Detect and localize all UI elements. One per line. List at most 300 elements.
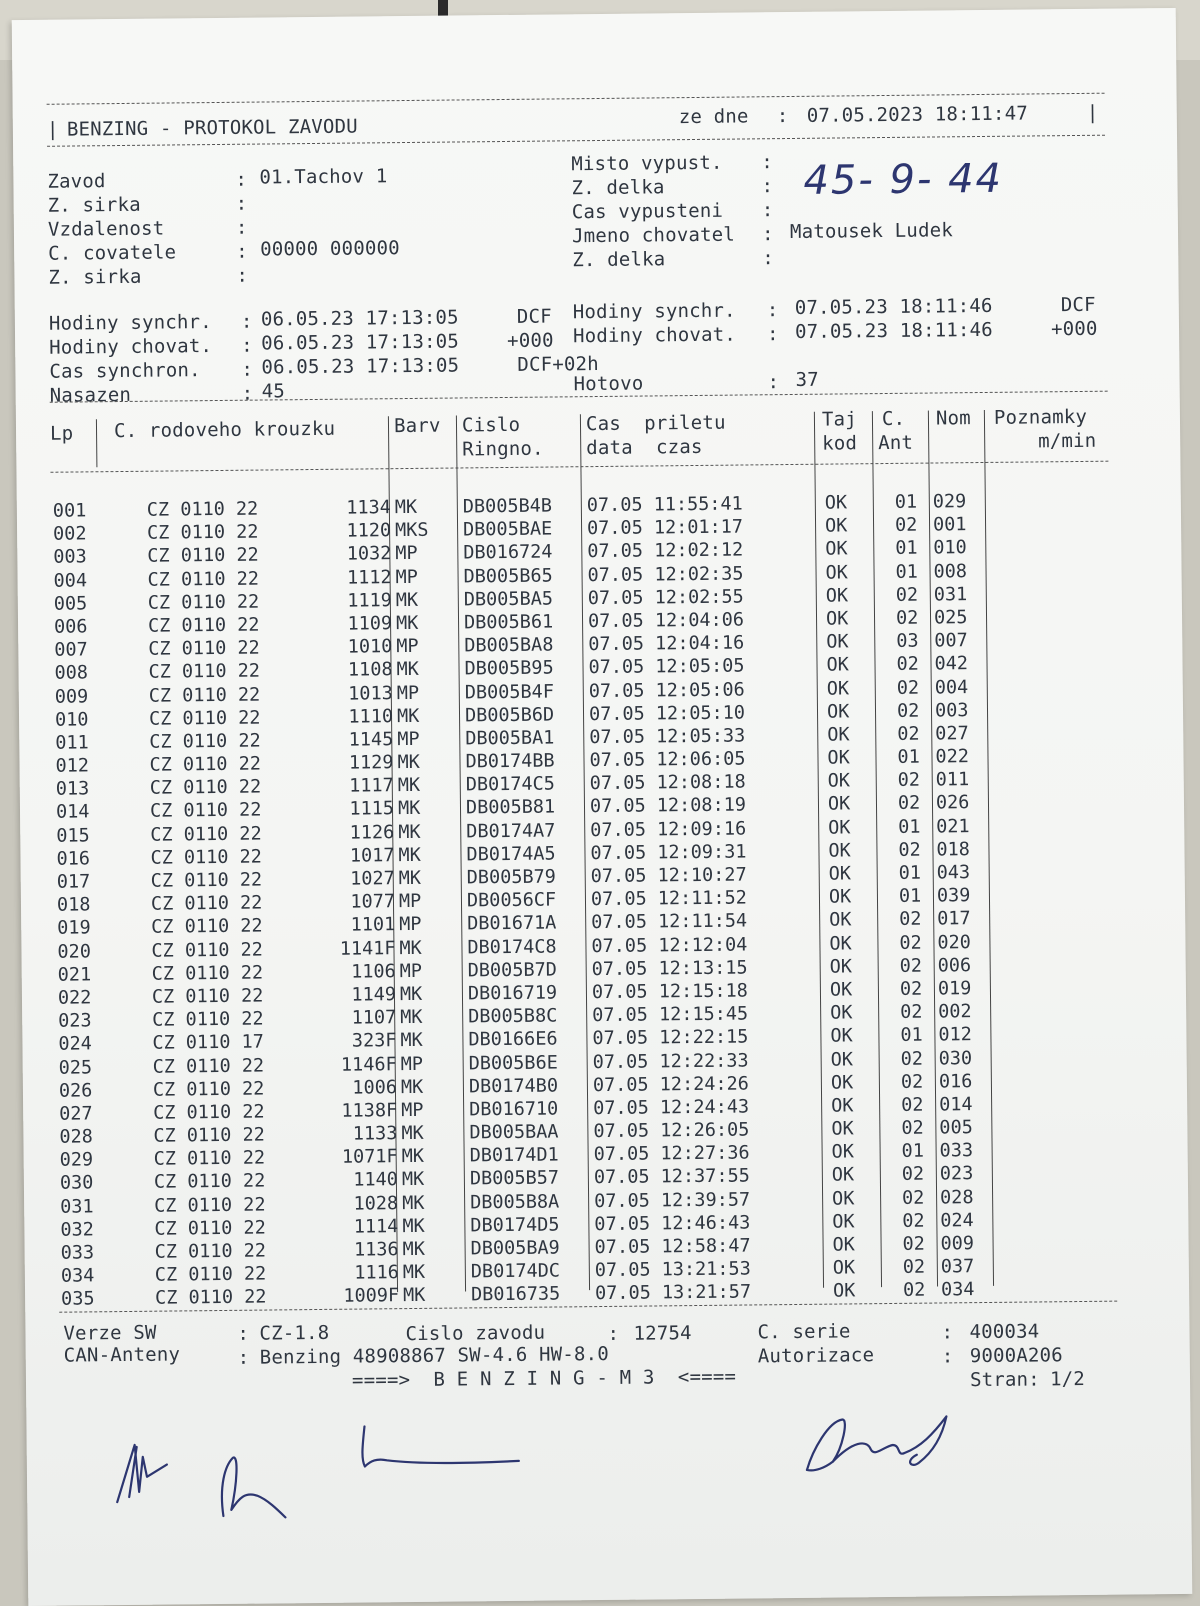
cell-ringno: DB0174D5 [470,1214,560,1237]
cell-nom: 027 [935,723,969,745]
cell-kod: OK [829,909,852,932]
sync-suffix: DCF+02h [517,353,599,376]
sync-value: 06.05.23 17:13:05 [260,306,459,331]
cell-ant: 02 [897,769,921,792]
cell-lp: 009 [54,685,89,708]
cell-barv: MK [402,1262,426,1284]
cell-barv: MP [399,914,422,936]
cell-kod: OK [826,631,849,653]
col-poznamky: Poznamky [993,405,1088,429]
cell-ring: CZ 0110 22 [147,568,260,591]
header-left-bar: | [46,118,59,141]
cell-nom: 033 [939,1140,974,1162]
cell-lp: 008 [54,662,89,685]
cell-ant: 01 [897,746,920,768]
cell-ring-number: 1028 [353,1192,399,1215]
cell-barv: MP [395,566,418,588]
document-title: BENZING - PROTOKOL ZAVODU [66,115,358,141]
cell-kod: OK [828,886,852,908]
cell-lp: 022 [57,987,92,1009]
cell-ring: CZ 0110 22 [149,776,262,799]
cell-ring: CZ 0110 22 [148,684,261,707]
cell-barv: MP [399,960,423,982]
footer-can-label: CAN-Anteny [63,1343,181,1367]
cell-ring: CZ 0110 22 [151,985,264,1008]
info-value-zavod: 01.Tachov 1 [259,165,388,189]
cell-nom: 014 [939,1094,973,1116]
cell-barv: MK [401,1146,425,1168]
sync-label: Nasazen [49,383,132,407]
cell-ring: CZ 0110 22 [150,823,262,846]
cell-cas: 07.05 12:24:43 [593,1096,750,1119]
cell-ring: CZ 0110 22 [148,707,261,730]
footer-stran-label: Stran: [969,1368,1040,1392]
cell-ringno: DB005BA8 [464,634,554,657]
cell-nom: 023 [939,1163,974,1185]
signature-left [106,1403,527,1547]
cell-nom: 037 [940,1256,975,1278]
footer-serie-value: 400034 [969,1320,1040,1344]
cell-ant: 02 [896,700,920,722]
cell-barv: MK [396,659,419,681]
cell-ring-number: 1119 [347,589,392,612]
cell-kod: OK [830,1072,854,1094]
cell-barv: MK [399,983,423,1006]
cell-ant: 02 [899,909,922,931]
cell-lp: 025 [58,1056,93,1079]
col-taj: Taj [821,408,857,431]
cell-ring-number: 1126 [349,821,395,844]
cell-ring: CZ 0110 22 [150,869,263,892]
cell-nom: 002 [938,1001,972,1023]
cell-nom: 010 [933,537,967,559]
cell-ringno: DB005B57 [469,1167,560,1190]
cell-kod: OK [825,608,849,630]
signature-right [792,1400,973,1492]
cell-ring-number: 1010 [347,636,393,658]
cell-cas: 07.05 12:04:16 [588,632,745,656]
cell-cas: 07.05 12:05:06 [588,678,745,702]
cell-ant: 01 [901,1140,925,1163]
info-colon: : [761,175,774,198]
sync-value: 06.05.23 17:13:05 [261,354,460,379]
info-colon: : [235,168,248,191]
cell-nom: 011 [935,769,970,791]
cell-ant: 01 [898,816,921,838]
cell-cas: 07.05 12:22:15 [592,1026,749,1050]
cell-ring-number: 1109 [347,613,393,635]
sync-colon: : [241,334,253,357]
cell-ring: CZ 0110 17 [152,1031,264,1055]
sync-suffix: +000 [1050,317,1098,341]
cell-cas: 07.05 12:05:05 [588,655,745,679]
cell-ant: 02 [899,932,922,954]
cell-nom: 043 [936,862,971,884]
cell-ringno: DB005B4B [462,495,553,518]
cell-cas: 07.05 12:06:05 [589,748,746,772]
cell-ring-number: 1133 [352,1123,398,1145]
cell-ringno: DB005B79 [466,866,556,889]
cell-ringno: DB005B8A [470,1191,560,1214]
cell-cas: 07.05 12:02:35 [587,563,744,586]
cell-lp: 011 [55,732,89,754]
cell-nom: 008 [933,560,968,583]
cell-ring: CZ 0110 22 [153,1124,265,1147]
footer-verze-value: CZ-1.8 [259,1321,330,1345]
cell-cas: 07.05 12:26:05 [593,1119,750,1143]
cell-ring: CZ 0110 22 [153,1147,266,1170]
cell-ring-number: 1013 [348,682,393,705]
cell-cas: 07.05 11:55:41 [586,493,743,517]
cell-kod: OK [824,492,848,514]
cell-barv: MK [398,867,422,890]
cell-lp: 014 [55,801,90,824]
footer-serie-label: C. serie [757,1320,851,1344]
cell-lp: 001 [52,500,87,522]
cell-ring-number: 1112 [346,566,392,589]
footer-autor-value: 9000A206 [969,1344,1064,1368]
cell-cas: 07.05 12:46:43 [594,1212,751,1235]
cell-kod: OK [832,1188,855,1210]
cell-ant: 02 [899,978,923,1000]
cell-ant: 01 [898,885,922,908]
cell-cas: 07.05 12:22:33 [592,1049,749,1073]
cell-ringno: DB005B7D [467,959,557,982]
date-colon: : [776,105,789,128]
cell-cas: 07.05 12:11:52 [590,887,748,911]
sync-colon: : [766,323,779,346]
cell-kod: OK [827,793,851,816]
cell-barv: MK [402,1285,426,1307]
cell-ringno: DB016735 [470,1283,561,1306]
cell-ant: 02 [896,653,919,676]
results-table [49,488,1137,1311]
cell-ring: CZ 0110 22 [154,1194,266,1217]
cell-nom: 018 [936,838,970,861]
cell-nom: 022 [935,746,970,768]
cell-kod: OK [832,1234,855,1256]
footer-colon: : [941,1345,954,1368]
cell-cas: 07.05 12:15:18 [591,980,748,1004]
cell-ring-number: 1141F [339,937,396,960]
footer-stran-value: 1/2 [1049,1367,1086,1391]
cell-ring-number: 1117 [349,775,394,797]
cell-ring-number: 1017 [349,844,395,867]
footer-colon: : [237,1346,250,1369]
cell-ring-number: 1120 [346,520,392,542]
info-colon: : [762,247,775,270]
cell-barv: MP [401,1099,424,1121]
cell-nom: 019 [937,978,972,1000]
cell-cas: 07.05 12:15:45 [592,1003,749,1027]
cell-lp: 017 [56,871,91,893]
cell-ring: CZ 0110 22 [147,521,259,544]
cell-ant: 02 [901,1094,924,1116]
cell-ringno: DB005BA1 [465,727,555,750]
info-colon: : [761,151,774,174]
cell-lp: 019 [57,917,91,940]
cell-ring: CZ 0110 22 [154,1217,266,1240]
info-label-cas-vypusteni: Cas vypusteni [571,199,724,224]
cell-ring-number: 1006 [352,1076,398,1099]
cell-nom: 001 [932,514,967,536]
sync-value: 07.05.23 18:11:46 [794,318,994,343]
cell-nom: 024 [940,1209,974,1232]
cell-ant: 02 [900,1048,924,1070]
cell-nom: 026 [935,792,970,814]
col-barv: Barv [393,414,441,438]
cell-ant: 02 [902,1233,925,1255]
cell-ant: 02 [900,1071,924,1093]
cell-ring-number: 1027 [350,868,395,890]
cell-nom: 021 [936,815,970,838]
info-label-misto: Misto vypust. [571,151,723,176]
cell-ring-number: 1138F [341,1100,398,1122]
info-label-sirka: Z. sirka [47,193,141,217]
cell-ant: 02 [901,1164,925,1186]
cell-ring-number: 1110 [348,705,394,728]
cell-ring: CZ 0110 22 [150,892,263,915]
sync-suffix: DCF [516,305,552,328]
sync-colon: : [767,371,780,394]
cell-kod: OK [828,840,851,862]
cell-kod: OK [825,538,848,561]
cell-ringno: DB005BA5 [463,588,554,611]
cell-ringno: DB005B6E [468,1051,558,1074]
cell-nom: 034 [940,1279,975,1301]
info-colon: : [761,199,774,222]
cell-ring-number: 1134 [346,497,391,519]
cell-barv: MP [396,682,420,704]
cell-ring-number: 1129 [348,752,394,774]
cell-ringno: DB0174DC [470,1260,561,1283]
cell-barv: MK [401,1122,424,1145]
cell-kod: OK [830,1002,853,1024]
info-label-covatele: C. covatele [48,241,177,265]
cell-ring: CZ 0110 22 [152,1008,264,1031]
cell-ant: 01 [900,1024,923,1047]
cell-ringno: DB005B65 [463,565,553,587]
cell-lp: 006 [53,616,88,638]
col-mmin: m/min [1038,429,1097,453]
cell-nom: 039 [936,885,971,907]
cell-barv: MK [397,775,421,797]
cell-lp: 028 [59,1126,93,1148]
sync-colon: : [241,358,254,381]
cell-ringno: DB016724 [463,541,553,564]
info-value-covatele: 00000 000000 [260,237,400,261]
footer-colon: : [237,1322,250,1345]
cell-lp: 032 [60,1219,94,1241]
cell-ringno: DB016719 [467,982,558,1005]
col-cislo: Cislo [461,413,521,437]
cell-cas: 07.05 12:13:15 [591,957,748,980]
cell-ring-number: 1106 [351,960,396,983]
info-label-delka: Z. delka [571,176,665,200]
cell-ring-number: 1136 [353,1239,399,1261]
cell-ring: CZ 0110 22 [151,962,264,985]
cell-ring: CZ 0110 22 [148,660,261,684]
cell-ringno: DB005BA9 [470,1237,560,1260]
cell-cas: 07.05 13:21:53 [594,1258,751,1282]
cell-nom: 007 [934,630,968,652]
cell-lp: 012 [55,755,90,777]
cell-lp: 018 [56,894,91,916]
cell-barv: MP [396,636,419,658]
col-cas: Cas priletu [585,411,726,436]
cell-ringno: DB0174A7 [466,820,556,843]
sync-label: Hodiny synchr. [48,311,212,335]
cell-kod: OK [832,1280,856,1302]
cell-ringno: DB005B8C [468,1005,558,1028]
cell-ring: CZ 0110 22 [147,591,260,614]
cell-barv: MK [398,821,421,843]
cell-ring-number: 1009F [343,1285,400,1308]
cell-kod: OK [830,1048,854,1071]
cell-ring: CZ 0110 22 [151,939,263,962]
cell-barv: MP [398,891,422,913]
cell-ring: CZ 0110 22 [153,1101,265,1124]
cell-cas: 07.05 12:27:36 [593,1142,750,1166]
cell-ringno: DB0174B0 [468,1075,559,1098]
cell-ring-number: 1149 [351,984,397,1006]
cell-barv: MK [402,1238,426,1261]
info-label-jmeno: Jmeno chovatel [571,223,736,248]
cell-nom: 012 [938,1024,972,1046]
cell-barv: MK [394,496,418,519]
cell-ant: 03 [896,630,919,653]
cell-barv: MK [396,705,420,727]
cell-ring-number: 1146F [340,1053,397,1076]
cell-kod: OK [832,1211,855,1233]
cell-barv: MP [395,543,418,565]
cell-lp: 030 [59,1172,94,1195]
cell-kod: OK [831,1095,854,1117]
cell-kod: OK [831,1118,854,1140]
col-c: C. [881,407,906,431]
cell-ring: CZ 0110 22 [153,1170,266,1194]
cell-cas: 07.05 12:39:57 [594,1189,751,1212]
sync-label: Hodiny synchr. [572,299,736,324]
cell-cas: 07.05 12:10:27 [590,864,747,888]
handwritten-note: 45- 9- 44 [803,155,1004,204]
sync-value: 37 [795,368,819,391]
cell-nom: 017 [937,908,971,930]
cell-ringno: DB005B4F [464,680,555,703]
cell-lp: 033 [60,1242,95,1264]
cell-kod: OK [829,932,852,955]
cell-ant: 02 [902,1210,925,1232]
cell-lp: 010 [54,709,89,731]
cell-kod: OK [828,863,852,885]
race-protocol-sheet [12,8,1193,1606]
cell-kod: OK [825,561,848,584]
cell-ant: 02 [899,955,923,977]
header-right-bar: | [1086,101,1099,124]
sync-label: Hodiny chovat. [572,323,737,348]
footer-autor-label: Autorizace [757,1344,875,1368]
cell-lp: 015 [56,824,90,847]
footer-colon: : [607,1322,620,1345]
cell-lp: 035 [61,1288,95,1311]
cell-ringno: DB005B81 [465,796,556,819]
date-label: ze dne [678,105,749,129]
cell-lp: 023 [58,1010,92,1032]
cell-ant: 01 [895,538,918,560]
sync-value: 45 [261,380,286,403]
cell-ringno: DB0174D1 [469,1144,559,1167]
cell-ring-number: 1114 [353,1215,399,1238]
cell-ant: 01 [898,862,922,884]
cell-kod: OK [825,585,849,607]
cell-ant: 02 [902,1187,925,1209]
cell-kod: OK [824,515,848,537]
col-nom: Nom [935,407,971,430]
cell-nom: 028 [939,1186,974,1209]
cell-ringno: DB0174BB [465,750,555,773]
cell-cas: 07.05 12:02:55 [587,586,744,609]
cell-cas: 07.05 12:12:04 [591,934,748,957]
cell-kod: OK [826,701,850,723]
cell-ant: 02 [896,677,920,699]
cell-ring-number: 1071F [341,1146,398,1168]
cell-nom: 006 [937,954,972,977]
cell-nom: 031 [933,583,968,606]
cell-lp: 024 [58,1033,92,1056]
cell-cas: 07.05 12:08:18 [589,771,746,795]
cell-ringno: DB005B95 [464,657,554,680]
cell-nom: 030 [938,1047,973,1069]
sync-colon: : [240,310,253,333]
cell-ring-number: 1140 [353,1169,399,1192]
cell-nom: 029 [932,491,967,513]
cell-ring: CZ 0110 22 [146,498,259,521]
cell-ring: CZ 0110 22 [148,637,260,660]
info-colon: : [235,216,248,239]
col-separator [96,419,98,467]
cell-kod: OK [827,724,850,746]
cell-ringno: DB005BAA [469,1121,559,1144]
cell-cas: 07.05 12:11:54 [591,910,748,934]
cell-cas: 07.05 12:05:33 [589,725,746,749]
cell-cas: 07.05 12:01:17 [586,516,744,540]
cell-ring: CZ 0110 22 [155,1286,267,1310]
info-colon: : [236,240,248,263]
footer-can-value: Benzing 48908867 SW-4.6 HW-8.0 [259,1342,610,1369]
sync-value: 07.05.23 18:11:46 [794,294,993,319]
cell-lp: 007 [54,639,88,661]
cell-lp: 004 [53,569,88,592]
cell-ant: 01 [894,491,918,513]
cell-cas: 07.05 12:02:12 [587,539,744,563]
col-ant: Ant [878,431,914,455]
cell-ant: 02 [897,723,920,745]
cell-ant: 02 [894,514,918,537]
cell-cas: 07.05 12:58:47 [594,1235,751,1259]
sync-colon: : [241,382,254,405]
cell-ringno: DB0174C5 [465,773,555,796]
cell-ant: 02 [897,793,921,815]
cell-barv: MP [400,1053,424,1075]
sync-label: Hodiny chovat. [49,335,213,359]
cell-cas: 07.05 12:09:31 [590,841,747,864]
cell-kod: OK [829,979,853,1001]
cell-ringno: DB005B6D [464,704,555,727]
cell-lp: 005 [53,593,88,615]
cell-barv: MK [399,937,422,959]
cell-ring-number: 323F [351,1030,397,1052]
cell-ring: CZ 0110 22 [150,846,263,869]
